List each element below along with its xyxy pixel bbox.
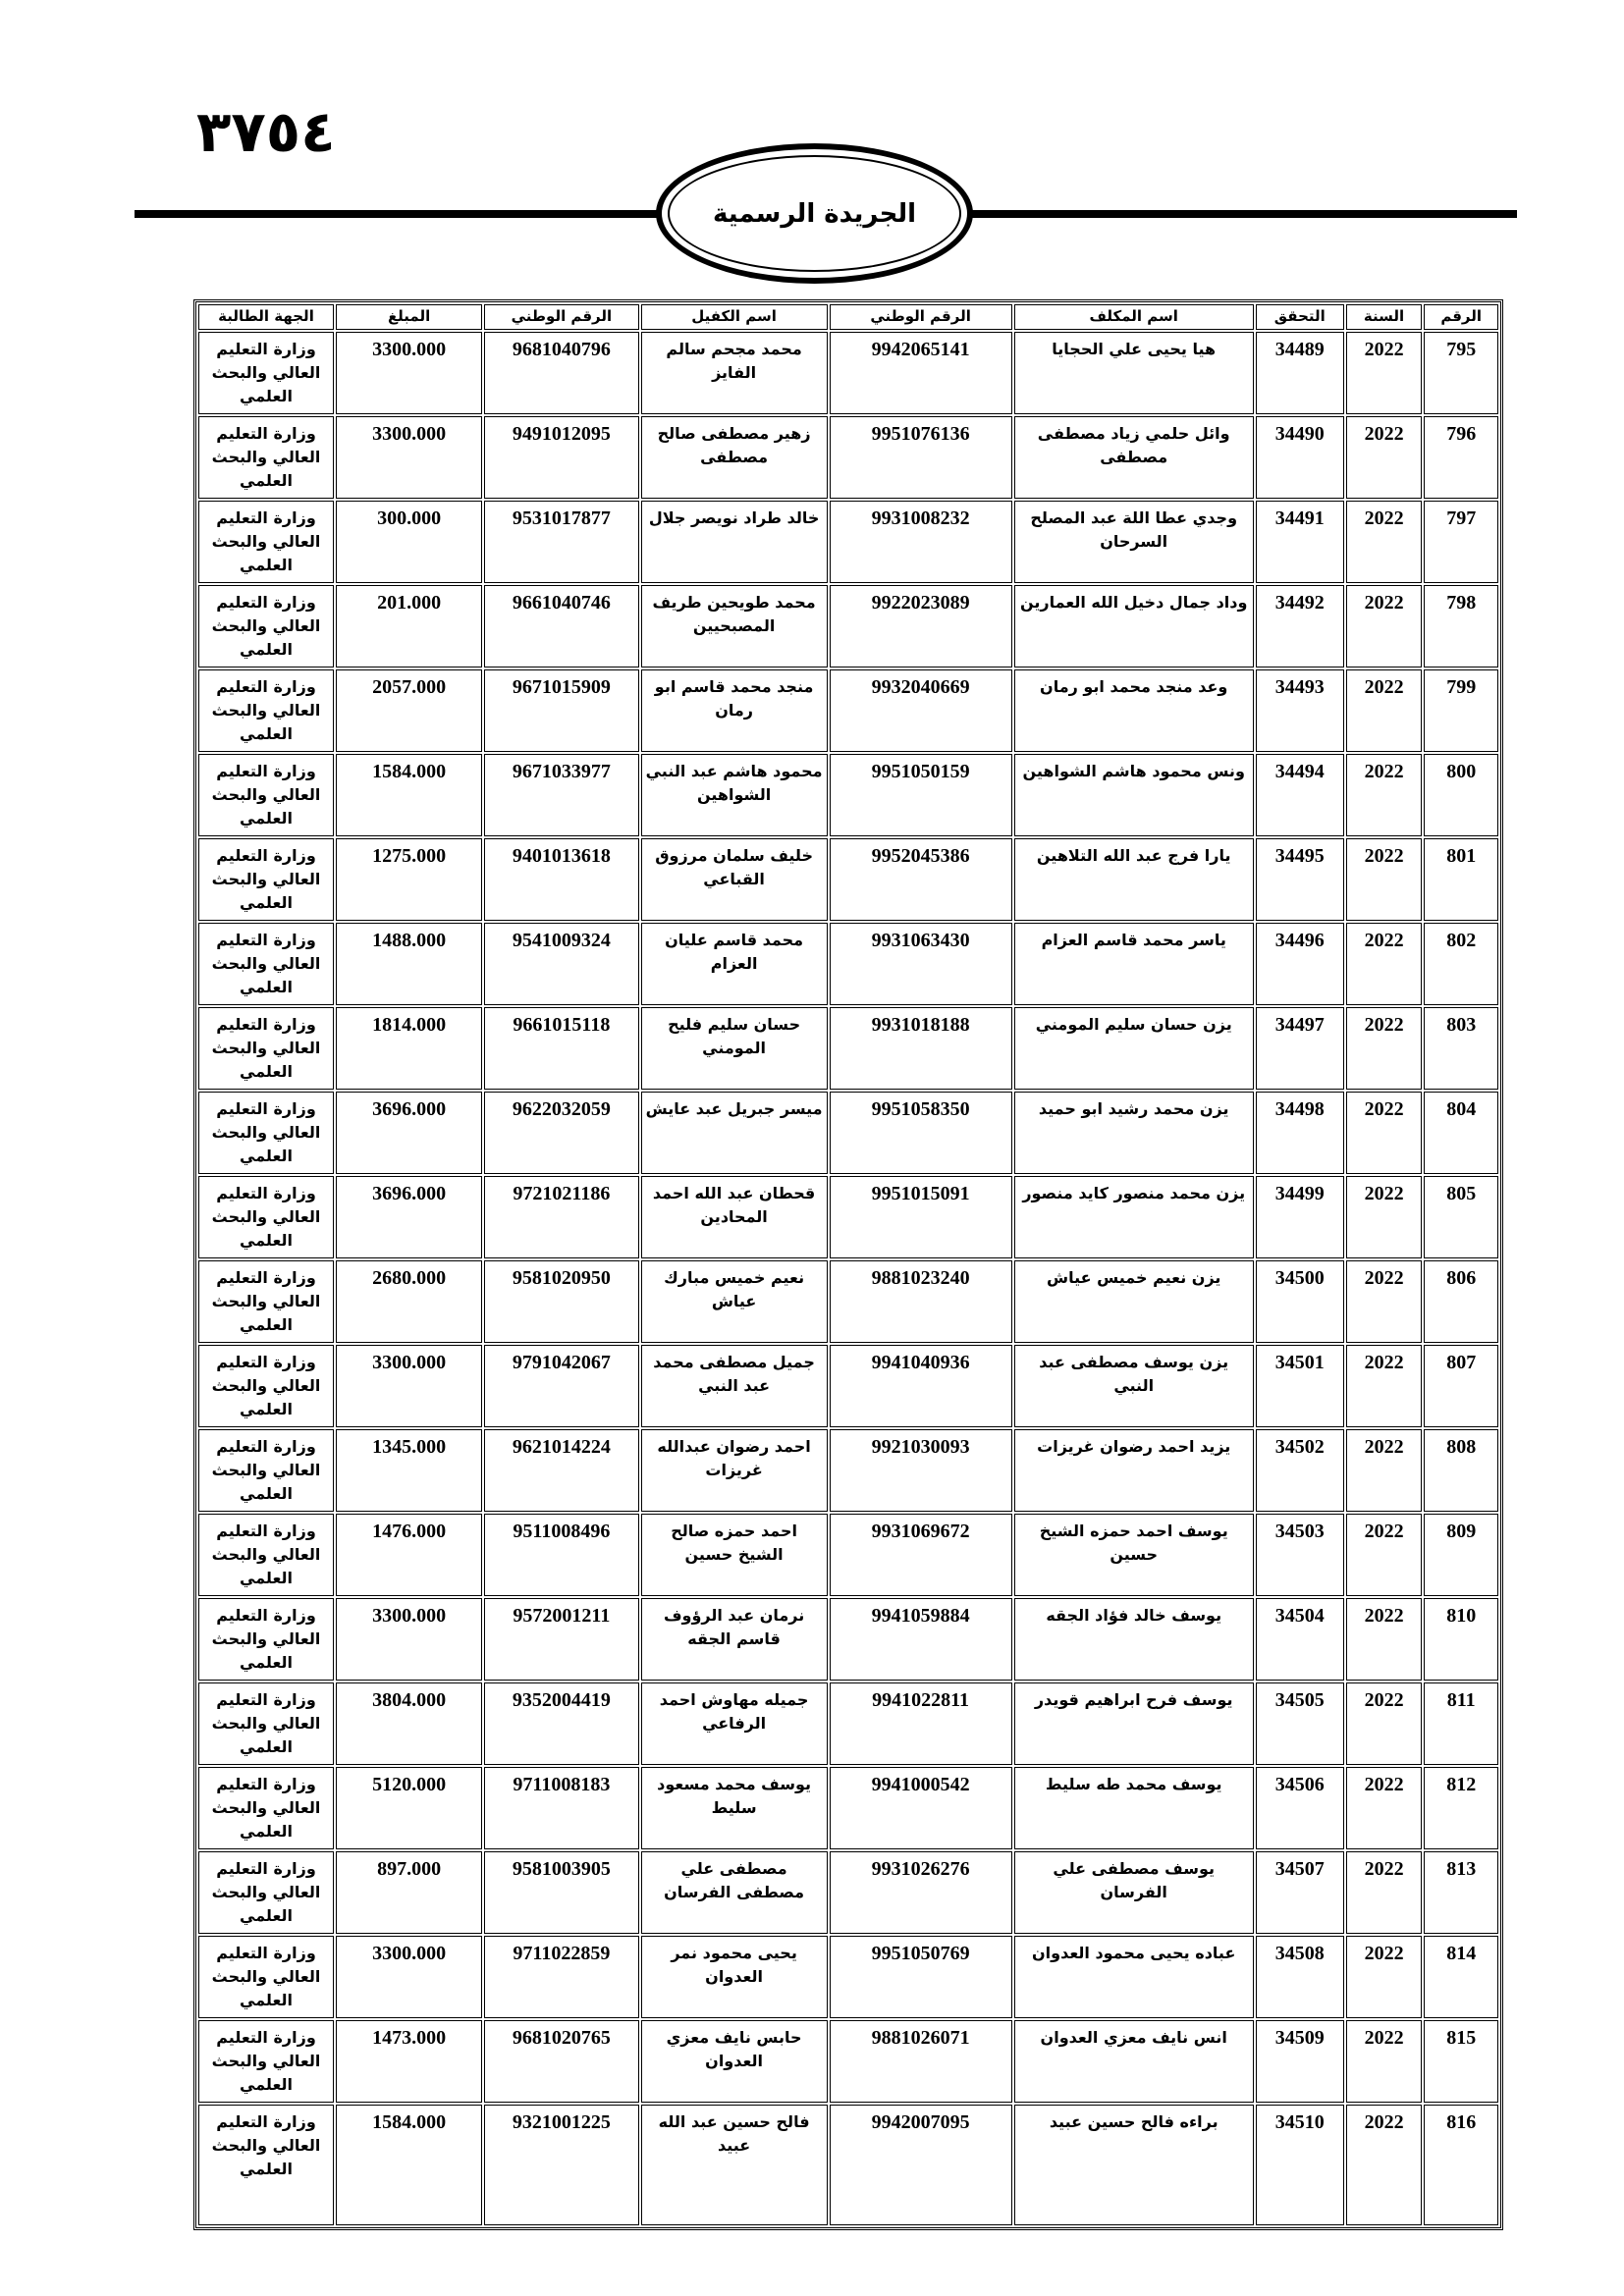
cell-obligor-name: ياسر محمد قاسم العزام bbox=[1014, 923, 1254, 1005]
cell-guarantor-name: قحطان عبد الله احمد المحادين bbox=[641, 1176, 828, 1258]
header-verification-no: التحقق bbox=[1256, 304, 1344, 330]
cell-guarantor-national-id: 9791042067 bbox=[484, 1345, 638, 1427]
cell-year: 2022 bbox=[1346, 2105, 1423, 2225]
cell-requesting-body: وزارة التعليم العالي والبحث العلمي bbox=[198, 1936, 334, 2018]
cell-requesting-body: وزارة التعليم العالي والبحث العلمي bbox=[198, 1598, 334, 1681]
cell-obligor-name: يوسف محمد طه سليط bbox=[1014, 1767, 1254, 1849]
cell-obligor-name: يوسف مصطفى علي الفرسان bbox=[1014, 1851, 1254, 1934]
cell-year: 2022 bbox=[1346, 838, 1423, 921]
cell-guarantor-national-id: 9671015909 bbox=[484, 669, 638, 752]
cell-amount: 3804.000 bbox=[336, 1682, 482, 1765]
cell-requesting-body: وزارة التعليم العالي والبحث العلمي bbox=[198, 1260, 334, 1343]
cell-obligor-national-id: 9921030093 bbox=[830, 1429, 1012, 1512]
cell-guarantor-name: جميل مصطفى محمد عبد النبي bbox=[641, 1345, 828, 1427]
table-row bbox=[198, 1598, 1498, 1681]
cell-guarantor-national-id: 9681040796 bbox=[484, 332, 638, 414]
cell-guarantor-name: خالد طراد نويصر جلال bbox=[641, 501, 828, 583]
cell-amount: 3300.000 bbox=[336, 332, 482, 414]
cell-verification-no: 34499 bbox=[1256, 1176, 1344, 1258]
cell-year: 2022 bbox=[1346, 1429, 1423, 1512]
table-row bbox=[198, 416, 1498, 499]
cell-row-number: 804 bbox=[1424, 1092, 1498, 1174]
cell-guarantor-national-id: 9352004419 bbox=[484, 1682, 638, 1765]
table-row bbox=[198, 501, 1498, 583]
cell-amount: 897.000 bbox=[336, 1851, 482, 1934]
table-row bbox=[198, 585, 1498, 667]
cell-guarantor-name: فالح حسين عبد الله عبيد bbox=[641, 2105, 828, 2225]
cell-amount: 3300.000 bbox=[336, 1936, 482, 2018]
cell-year: 2022 bbox=[1346, 1092, 1423, 1174]
cell-row-number: 811 bbox=[1424, 1682, 1498, 1765]
cell-year: 2022 bbox=[1346, 1682, 1423, 1765]
cell-row-number: 797 bbox=[1424, 501, 1498, 583]
cell-obligor-national-id: 9931026276 bbox=[830, 1851, 1012, 1934]
cell-year: 2022 bbox=[1346, 501, 1423, 583]
cell-requesting-body: وزارة التعليم العالي والبحث العلمي bbox=[198, 1345, 334, 1427]
cell-amount: 1275.000 bbox=[336, 838, 482, 921]
cell-requesting-body: وزارة التعليم العالي والبحث العلمي bbox=[198, 1007, 334, 1090]
cell-obligor-name: عباده يحيى محمود العدوان bbox=[1014, 1936, 1254, 2018]
cell-requesting-body: وزارة التعليم العالي والبحث العلمي bbox=[198, 1682, 334, 1765]
table-row bbox=[198, 923, 1498, 1005]
cell-guarantor-national-id: 9581020950 bbox=[484, 1260, 638, 1343]
cell-obligor-national-id: 9931063430 bbox=[830, 923, 1012, 1005]
cell-amount: 2057.000 bbox=[336, 669, 482, 752]
cell-obligor-national-id: 9941040936 bbox=[830, 1345, 1012, 1427]
cell-guarantor-national-id: 9711008183 bbox=[484, 1767, 638, 1849]
cell-year: 2022 bbox=[1346, 1260, 1423, 1343]
cell-obligor-name: يزن حسان سليم المومني bbox=[1014, 1007, 1254, 1090]
cell-amount: 1473.000 bbox=[336, 2020, 482, 2103]
cell-verification-no: 34490 bbox=[1256, 416, 1344, 499]
cell-year: 2022 bbox=[1346, 1936, 1423, 2018]
cell-requesting-body: وزارة التعليم العالي والبحث العلمي bbox=[198, 923, 334, 1005]
cell-obligor-national-id: 9951058350 bbox=[830, 1092, 1012, 1174]
cell-obligor-name: يزن نعيم خميس عياش bbox=[1014, 1260, 1254, 1343]
cell-year: 2022 bbox=[1346, 1598, 1423, 1681]
cell-obligor-name: يارا فرج عبد الله التلاهين bbox=[1014, 838, 1254, 921]
cell-amount: 300.000 bbox=[336, 501, 482, 583]
cell-amount: 3300.000 bbox=[336, 1598, 482, 1681]
cell-obligor-national-id: 9951050159 bbox=[830, 754, 1012, 836]
cell-guarantor-name: زهير مصطفى صالح مصطفى bbox=[641, 416, 828, 499]
cell-obligor-name: ونس محمود هاشم الشواهين bbox=[1014, 754, 1254, 836]
cell-row-number: 812 bbox=[1424, 1767, 1498, 1849]
cell-year: 2022 bbox=[1346, 1345, 1423, 1427]
cell-amount: 3300.000 bbox=[336, 416, 482, 499]
cell-year: 2022 bbox=[1346, 1176, 1423, 1258]
cell-verification-no: 34493 bbox=[1256, 669, 1344, 752]
cell-guarantor-national-id: 9531017877 bbox=[484, 501, 638, 583]
cell-obligor-national-id: 9931069672 bbox=[830, 1514, 1012, 1596]
table-row bbox=[198, 2105, 1498, 2225]
table-row bbox=[198, 1767, 1498, 1849]
page-number: ٣٧٥٤ bbox=[196, 98, 336, 165]
cell-obligor-name: وعد منجد محمد ابو رمان bbox=[1014, 669, 1254, 752]
gazette-title-oval bbox=[656, 143, 973, 284]
table-row bbox=[198, 1429, 1498, 1512]
cell-obligor-name: وائل حلمي زياد مصطفى مصطفى bbox=[1014, 416, 1254, 499]
cell-row-number: 795 bbox=[1424, 332, 1498, 414]
cell-obligor-national-id: 9931018188 bbox=[830, 1007, 1012, 1090]
cell-guarantor-name: محمد قاسم عليان العزام bbox=[641, 923, 828, 1005]
cell-guarantor-national-id: 9572001211 bbox=[484, 1598, 638, 1681]
cell-guarantor-name: محمد مجحم سالم الفايز bbox=[641, 332, 828, 414]
cell-obligor-national-id: 9951050769 bbox=[830, 1936, 1012, 2018]
cell-amount: 3696.000 bbox=[336, 1092, 482, 1174]
header-guarantor-national-id: الرقم الوطني bbox=[484, 304, 638, 330]
cell-year: 2022 bbox=[1346, 2020, 1423, 2103]
table-row bbox=[198, 1007, 1498, 1090]
cell-obligor-name: يزن محمد رشيد ابو حميد bbox=[1014, 1092, 1254, 1174]
cell-row-number: 816 bbox=[1424, 2105, 1498, 2225]
cell-verification-no: 34503 bbox=[1256, 1514, 1344, 1596]
gazette-title: الجريدة الرسمية bbox=[713, 198, 916, 229]
cell-year: 2022 bbox=[1346, 1767, 1423, 1849]
cell-guarantor-name: محمد طويحين طريف المصبحيين bbox=[641, 585, 828, 667]
cell-obligor-national-id: 9942007095 bbox=[830, 2105, 1012, 2225]
table-row bbox=[198, 1682, 1498, 1765]
cell-obligor-national-id: 9881023240 bbox=[830, 1260, 1012, 1343]
header-amount: المبلغ bbox=[336, 304, 482, 330]
header-year: السنة bbox=[1346, 304, 1423, 330]
cell-verification-no: 34500 bbox=[1256, 1260, 1344, 1343]
cell-guarantor-name: حابس نايف معزي العدوان bbox=[641, 2020, 828, 2103]
cell-obligor-name: يوسف خالد فؤاد الجقه bbox=[1014, 1598, 1254, 1681]
cell-row-number: 803 bbox=[1424, 1007, 1498, 1090]
cell-obligor-name: يزن محمد منصور كايد منصور bbox=[1014, 1176, 1254, 1258]
cell-row-number: 806 bbox=[1424, 1260, 1498, 1343]
header-guarantor-name: اسم الكفيل bbox=[641, 304, 828, 330]
cell-guarantor-name: ميسر جبريل عبد عايش bbox=[641, 1092, 828, 1174]
cell-amount: 3696.000 bbox=[336, 1176, 482, 1258]
cell-guarantor-name: يوسف محمد مسعود سليط bbox=[641, 1767, 828, 1849]
cell-obligor-name: يزن يوسف مصطفى عبد النبي bbox=[1014, 1345, 1254, 1427]
cell-obligor-name: يزيد احمد رضوان غريزات bbox=[1014, 1429, 1254, 1512]
cell-requesting-body: وزارة التعليم العالي والبحث العلمي bbox=[198, 1176, 334, 1258]
cell-amount: 2680.000 bbox=[336, 1260, 482, 1343]
cell-obligor-national-id: 9941022811 bbox=[830, 1682, 1012, 1765]
table-row bbox=[198, 1936, 1498, 2018]
cell-verification-no: 34502 bbox=[1256, 1429, 1344, 1512]
cell-obligor-national-id: 9951015091 bbox=[830, 1176, 1012, 1258]
cell-guarantor-name: خليف سلمان مرزوق القباعي bbox=[641, 838, 828, 921]
cell-row-number: 796 bbox=[1424, 416, 1498, 499]
cell-obligor-name: انس نايف معزي العدوان bbox=[1014, 2020, 1254, 2103]
cell-guarantor-name: احمد حمزه صالح الشيخ حسين bbox=[641, 1514, 828, 1596]
table-row bbox=[198, 1092, 1498, 1174]
table-header-row bbox=[198, 304, 1498, 330]
cell-guarantor-name: نرمان عبد الرؤوف قاسم الجقه bbox=[641, 1598, 828, 1681]
cell-verification-no: 34507 bbox=[1256, 1851, 1344, 1934]
cell-verification-no: 34509 bbox=[1256, 2020, 1344, 2103]
table-row bbox=[198, 2020, 1498, 2103]
cell-guarantor-national-id: 9401013618 bbox=[484, 838, 638, 921]
cell-verification-no: 34510 bbox=[1256, 2105, 1344, 2225]
table-row bbox=[198, 1260, 1498, 1343]
cell-row-number: 808 bbox=[1424, 1429, 1498, 1512]
cell-requesting-body: وزارة التعليم العالي والبحث العلمي bbox=[198, 1429, 334, 1512]
cell-guarantor-national-id: 9661015118 bbox=[484, 1007, 638, 1090]
cell-obligor-national-id: 9941059884 bbox=[830, 1598, 1012, 1681]
cell-year: 2022 bbox=[1346, 1007, 1423, 1090]
table-row bbox=[198, 838, 1498, 921]
cell-row-number: 809 bbox=[1424, 1514, 1498, 1596]
cell-row-number: 814 bbox=[1424, 1936, 1498, 2018]
cell-obligor-national-id: 9952045386 bbox=[830, 838, 1012, 921]
cell-obligor-name: يوسف فرح ابراهيم قويدر bbox=[1014, 1682, 1254, 1765]
cell-verification-no: 34496 bbox=[1256, 923, 1344, 1005]
cell-guarantor-national-id: 9721021186 bbox=[484, 1176, 638, 1258]
cell-guarantor-name: يحيى محمود نمر العدوان bbox=[641, 1936, 828, 2018]
cell-obligor-national-id: 9932040669 bbox=[830, 669, 1012, 752]
cell-row-number: 813 bbox=[1424, 1851, 1498, 1934]
table-row bbox=[198, 1514, 1498, 1596]
cell-obligor-national-id: 9931008232 bbox=[830, 501, 1012, 583]
cell-verification-no: 34498 bbox=[1256, 1092, 1344, 1174]
cell-obligor-name: يوسف احمد حمزه الشيخ حسين bbox=[1014, 1514, 1254, 1596]
cell-row-number: 800 bbox=[1424, 754, 1498, 836]
cell-row-number: 802 bbox=[1424, 923, 1498, 1005]
cell-requesting-body: وزارة التعليم العالي والبحث العلمي bbox=[198, 669, 334, 752]
cell-verification-no: 34491 bbox=[1256, 501, 1344, 583]
table-row bbox=[198, 669, 1498, 752]
cell-amount: 1345.000 bbox=[336, 1429, 482, 1512]
cell-obligor-name: هيا يحيى علي الحجايا bbox=[1014, 332, 1254, 414]
cell-obligor-national-id: 9942065141 bbox=[830, 332, 1012, 414]
cell-requesting-body: وزارة التعليم العالي والبحث العلمي bbox=[198, 332, 334, 414]
cell-amount: 3300.000 bbox=[336, 1345, 482, 1427]
cell-guarantor-national-id: 9671033977 bbox=[484, 754, 638, 836]
table-row bbox=[198, 1345, 1498, 1427]
table-row bbox=[198, 1851, 1498, 1934]
cell-amount: 1584.000 bbox=[336, 754, 482, 836]
cell-guarantor-national-id: 9541009324 bbox=[484, 923, 638, 1005]
cell-amount: 1584.000 bbox=[336, 2105, 482, 2225]
cell-requesting-body: وزارة التعليم العالي والبحث العلمي bbox=[198, 1767, 334, 1849]
cell-requesting-body: وزارة التعليم العالي والبحث العلمي bbox=[198, 838, 334, 921]
cell-row-number: 807 bbox=[1424, 1345, 1498, 1427]
cell-year: 2022 bbox=[1346, 1851, 1423, 1934]
cell-requesting-body: وزارة التعليم العالي والبحث العلمي bbox=[198, 1092, 334, 1174]
cell-obligor-name: وجدي عطا اللة عبد المصلح السرحان bbox=[1014, 501, 1254, 583]
cell-amount: 1488.000 bbox=[336, 923, 482, 1005]
cell-obligor-national-id: 9922023089 bbox=[830, 585, 1012, 667]
table-row bbox=[198, 1176, 1498, 1258]
header-obligor-national-id: الرقم الوطني bbox=[830, 304, 1012, 330]
cell-verification-no: 34508 bbox=[1256, 1936, 1344, 2018]
cell-guarantor-name: جميله مهاوش احمد الرفاعي bbox=[641, 1682, 828, 1765]
cell-guarantor-name: حسان سليم فليح المومني bbox=[641, 1007, 828, 1090]
cell-row-number: 801 bbox=[1424, 838, 1498, 921]
cell-guarantor-national-id: 9621014224 bbox=[484, 1429, 638, 1512]
cell-row-number: 799 bbox=[1424, 669, 1498, 752]
cell-year: 2022 bbox=[1346, 923, 1423, 1005]
cell-requesting-body: وزارة التعليم العالي والبحث العلمي bbox=[198, 501, 334, 583]
table-row bbox=[198, 332, 1498, 414]
cell-obligor-national-id: 9951076136 bbox=[830, 416, 1012, 499]
header-row-number: الرقم bbox=[1424, 304, 1498, 330]
cell-verification-no: 34495 bbox=[1256, 838, 1344, 921]
cell-verification-no: 34497 bbox=[1256, 1007, 1344, 1090]
cell-verification-no: 34494 bbox=[1256, 754, 1344, 836]
cell-requesting-body: وزارة التعليم العالي والبحث العلمي bbox=[198, 754, 334, 836]
cell-obligor-national-id: 9941000542 bbox=[830, 1767, 1012, 1849]
cell-guarantor-name: محمود هاشم عبد النبي الشواهين bbox=[641, 754, 828, 836]
cell-guarantor-national-id: 9622032059 bbox=[484, 1092, 638, 1174]
cell-verification-no: 34504 bbox=[1256, 1598, 1344, 1681]
cell-requesting-body: وزارة التعليم العالي والبحث العلمي bbox=[198, 416, 334, 499]
cell-amount: 201.000 bbox=[336, 585, 482, 667]
cell-guarantor-name: نعيم خميس مبارك عياش bbox=[641, 1260, 828, 1343]
cell-amount: 1814.000 bbox=[336, 1007, 482, 1090]
cell-guarantor-national-id: 9661040746 bbox=[484, 585, 638, 667]
cell-guarantor-name: منجد محمد قاسم ابو رمان bbox=[641, 669, 828, 752]
cell-guarantor-national-id: 9711022859 bbox=[484, 1936, 638, 2018]
cell-requesting-body: وزارة التعليم العالي والبحث العلمي bbox=[198, 585, 334, 667]
cell-obligor-national-id: 9881026071 bbox=[830, 2020, 1012, 2103]
cell-guarantor-national-id: 9511008496 bbox=[484, 1514, 638, 1596]
header-requesting-body: الجهة الطالبة bbox=[198, 304, 334, 330]
cell-requesting-body: وزارة التعليم العالي والبحث العلمي bbox=[198, 1851, 334, 1934]
cell-amount: 1476.000 bbox=[336, 1514, 482, 1596]
cell-verification-no: 34489 bbox=[1256, 332, 1344, 414]
cell-guarantor-national-id: 9491012095 bbox=[484, 416, 638, 499]
cell-year: 2022 bbox=[1346, 754, 1423, 836]
cell-guarantor-name: مصطفى علي مصطفى الفرسان bbox=[641, 1851, 828, 1934]
cell-year: 2022 bbox=[1346, 332, 1423, 414]
header-obligor-name: اسم المكلف bbox=[1014, 304, 1254, 330]
cell-obligor-name: وداد جمال دخيل الله العمارين bbox=[1014, 585, 1254, 667]
cell-requesting-body: وزارة التعليم العالي والبحث العلمي bbox=[198, 2020, 334, 2103]
cell-obligor-name: براءه فالح حسين عبيد bbox=[1014, 2105, 1254, 2225]
cell-requesting-body: وزارة التعليم العالي والبحث العلمي bbox=[198, 2105, 334, 2225]
cell-guarantor-name: احمد رضوان عبدالله غريزات bbox=[641, 1429, 828, 1512]
records-table bbox=[193, 299, 1503, 2230]
cell-row-number: 810 bbox=[1424, 1598, 1498, 1681]
cell-verification-no: 34492 bbox=[1256, 585, 1344, 667]
cell-guarantor-national-id: 9581003905 bbox=[484, 1851, 638, 1934]
cell-year: 2022 bbox=[1346, 585, 1423, 667]
cell-row-number: 805 bbox=[1424, 1176, 1498, 1258]
cell-row-number: 798 bbox=[1424, 585, 1498, 667]
cell-row-number: 815 bbox=[1424, 2020, 1498, 2103]
cell-amount: 5120.000 bbox=[336, 1767, 482, 1849]
cell-verification-no: 34506 bbox=[1256, 1767, 1344, 1849]
cell-guarantor-national-id: 9321001225 bbox=[484, 2105, 638, 2225]
cell-requesting-body: وزارة التعليم العالي والبحث العلمي bbox=[198, 1514, 334, 1596]
cell-year: 2022 bbox=[1346, 416, 1423, 499]
cell-guarantor-national-id: 9681020765 bbox=[484, 2020, 638, 2103]
table-row bbox=[198, 754, 1498, 836]
cell-year: 2022 bbox=[1346, 1514, 1423, 1596]
cell-verification-no: 34501 bbox=[1256, 1345, 1344, 1427]
cell-verification-no: 34505 bbox=[1256, 1682, 1344, 1765]
cell-year: 2022 bbox=[1346, 669, 1423, 752]
